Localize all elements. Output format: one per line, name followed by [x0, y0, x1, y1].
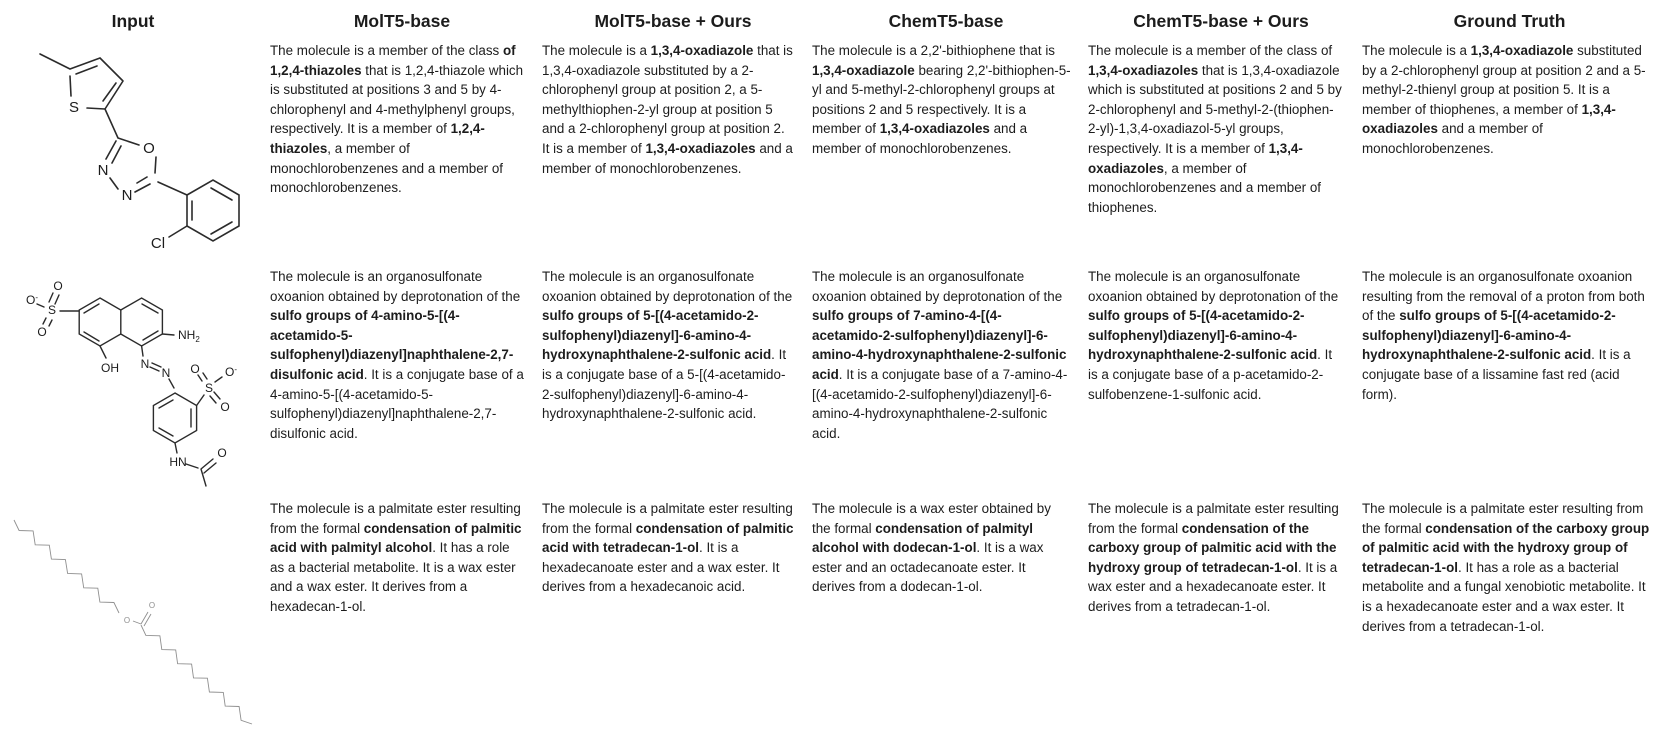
- cell-r2-chemt5-base-ours: The molecule is an organosulfonate oxoanion obtained by deprotonation of the sulfo groups of 5-[(4-acetamido-2-sulfophenyl)diazenyl]-6-amino-4-hydroxynaphthalene-2-sulfonic acid. It is a conjugate base of a p-acetamido-2-sulfobenzene-1-sulfonic acid.: [1088, 269, 1339, 402]
- sulfur-atom-label: S: [47, 303, 57, 317]
- cell-r1-chemt5-base: The molecule is a 2,2'-bithiophene that is 1,3,4-oxadiazole bearing 2,2'-bithiophen-5-yl and 5-methyl-2-chlorophenyl groups at positions 2 and 5 respectively. It is a member of 1,3,4-oxadiazoles and a member of monochlorobenzenes.: [812, 43, 1071, 156]
- cell-r3-chemt5-base: The molecule is a wax ester obtained by the formal condensation of palmityl alcohol with dodecan-1-ol. It is a wax ester and an octadecanoate ester. It derives from a dodecan-1-ol.: [812, 501, 1051, 595]
- oxygen-atom-label: O: [220, 400, 230, 414]
- cell-r1-ground-truth: The molecule is a 1,3,4-oxadiazole substituted by a 2-chlorophenyl group at position 2 and a 5-methyl-2-thienyl group at position 5. It is a member of thiophenes, a member of 1,3,4-oxadiazoles and a member of monochlorobenzenes.: [1362, 43, 1646, 156]
- cell-r2-molt5-base-ours: The molecule is an organosulfonate oxoanion obtained by deprotonation of the sulfo groups of 5-[(4-acetamido-2-sulfophenyl)diazenyl]-6-amino-4-hydroxynaphthalene-2-sulfonic acid. It is a conjugate base of a 5-[(4-acetamido-2-sulfophenyl)diazenyl]-6-amino-4-hydroxynaphthalene-2-sulfonic acid.: [542, 269, 793, 422]
- amide-nh-label: HN: [169, 455, 187, 469]
- azo-nitrogen-label: N: [161, 366, 171, 380]
- oxygen-atom-label: O: [37, 325, 47, 339]
- nitrogen-atom-label: N: [121, 187, 133, 204]
- column-header-input: Input: [111, 10, 155, 31]
- sulfur-atom-label: S: [68, 99, 80, 116]
- column-header-molt5-base-ours: MolT5-base + Ours: [594, 10, 752, 31]
- nitrogen-atom-label: N: [97, 162, 109, 179]
- column-header-chemt5-base: ChemT5-base: [888, 10, 1004, 31]
- cell-r3-molt5-base: The molecule is a palmitate ester resulting from the formal condensation of palmitic acid with palmityl alcohol. It has a role as a bacterial metabolite. It is a wax ester and a wax ester. It derives from a hexadecan-1-ol.: [270, 501, 522, 614]
- oxygen-anion-label: O-: [26, 293, 39, 307]
- oxygen-anion-label: O-: [225, 365, 238, 379]
- azo-dye-structure-drawing: [0, 260, 266, 492]
- cell-r1-molt5-base: The molecule is a member of the class of 1,2,4-thiazoles that is 1,2,4-thiazole which is substituted at positions 3 and 5 by 4-chlorophenyl and 4-methylphenyl groups, respectively. It is a member of 1,2,4-thiazoles, a member of monochlorobenzenes and a member of monochlorobenzenes.: [270, 43, 524, 196]
- molecule-structure-oxadiazole: [0, 34, 266, 260]
- amino-group-label: $NH_2$: [178, 328, 200, 344]
- oxygen-atom-label: O: [53, 279, 63, 293]
- azo-nitrogen-label: N: [140, 357, 150, 371]
- oxygen-atom-label: O: [217, 446, 227, 460]
- column-header-ground-truth: Ground Truth: [1453, 10, 1566, 31]
- alkyl-chain-2: [141, 625, 252, 724]
- cell-r2-molt5-base: The molecule is an organosulfonate oxoanion obtained by deprotonation of the sulfo groups of 4-amino-5-[(4-acetamido-5-sulfophenyl)diazenyl]naphthalene-2,7-disulfonic acid. It is a conjugate base of a 4-amino-5-[(4-acetamido-5-sulfophenyl)diazenyl]naphthalene-2,7-disulfonic acid.: [270, 269, 524, 441]
- sulfur-atom-label: S: [204, 381, 214, 395]
- oxadiazole-structure-drawing: [0, 34, 266, 260]
- cell-r3-ground-truth: The molecule is a palmitate ester resulting from the formal condensation of the carboxy group of palmitic acid with the hydroxy group of tetradecan-1-ol. It has a role as a bacterial metabolite and a fungal xenobiotic metabolite. It is a hexadecanoate ester and a wax ester. It derives from a tetradecan-1-ol.: [1362, 501, 1650, 634]
- alkyl-chain-1: [14, 520, 119, 613]
- oxygen-atom-label: O: [143, 140, 155, 157]
- molecule-structure-wax-ester: [0, 492, 266, 735]
- cell-r3-chemt5-base-ours: The molecule is a palmitate ester resulting from the formal condensation of the carboxy group of palmitic acid with the hydroxy group of tetradecan-1-ol. It is a wax ester and a hexadecanoate ester. It derives from a tetradecan-1-ol.: [1088, 501, 1339, 614]
- chlorine-atom-label: Cl: [150, 235, 166, 252]
- cell-r1-molt5-base-ours: The molecule is a 1,3,4-oxadiazole that is 1,3,4-oxadiazole substituted by a 2-chlorophenyl group at position 2, a 5-methylthiophen-2-yl group at position 5 and a 2-chlorophenyl group at position 2. It is a member of 1,3,4-oxadiazoles and a member of monochlorobenzenes.: [542, 43, 793, 176]
- carbonyl-oxygen-label: O: [148, 601, 156, 610]
- cell-r2-chemt5-base: The molecule is an organosulfonate oxoanion obtained by deprotonation of the sulfo groups of 7-amino-4-[(4-acetamido-2-sulfophenyl)diazenyl]-6-amino-4-hydroxynaphthalene-2-sulfonic acid. It is a conjugate base of a 7-amino-4-[(4-acetamido-2-sulfophenyl)diazenyl]-6-amino-4-hydroxynaphthalene-2-sulfonic acid.: [812, 269, 1068, 441]
- wax-ester-structure-drawing: [0, 492, 266, 735]
- ester-oxygen-label: O: [123, 616, 131, 625]
- column-header-chemt5-base-ours: ChemT5-base + Ours: [1133, 10, 1309, 31]
- cell-r3-molt5-base-ours: The molecule is a palmitate ester resulting from the formal condensation of palmitic acid with tetradecan-1-ol. It is a hexadecanoate ester and a wax ester. It derives from a hexadecanoic acid.: [542, 501, 794, 595]
- molecule-structure-azo-dye: [0, 260, 266, 492]
- oxygen-atom-label: O: [190, 362, 200, 376]
- column-header-molt5-base: MolT5-base: [353, 10, 451, 31]
- cell-r2-ground-truth: The molecule is an organosulfonate oxoanion resulting from the removal of a proton from both of the sulfo groups of 5-[(4-acetamido-2-sulfophenyl)diazenyl]-6-amino-4-hydroxynaphthalene-2-sulfonic acid. It is a conjugate base of a lissamine fast red (acid form).: [1362, 269, 1645, 402]
- hydroxy-group-label: OH: [101, 361, 119, 375]
- cell-r1-chemt5-base-ours: The molecule is a member of the class of 1,3,4-oxadiazoles that is 1,3,4-oxadiazole which is substituted at positions 2 and 5 by 2-chlorophenyl and 5-methyl-2-(thiophen-2-yl)-1,3,4-oxadiazol-5-yl groups, respectively. It is a member of 1,3,4-oxadiazoles, a member of monochlorobenzenes and a member of thiophenes.: [1088, 43, 1342, 215]
